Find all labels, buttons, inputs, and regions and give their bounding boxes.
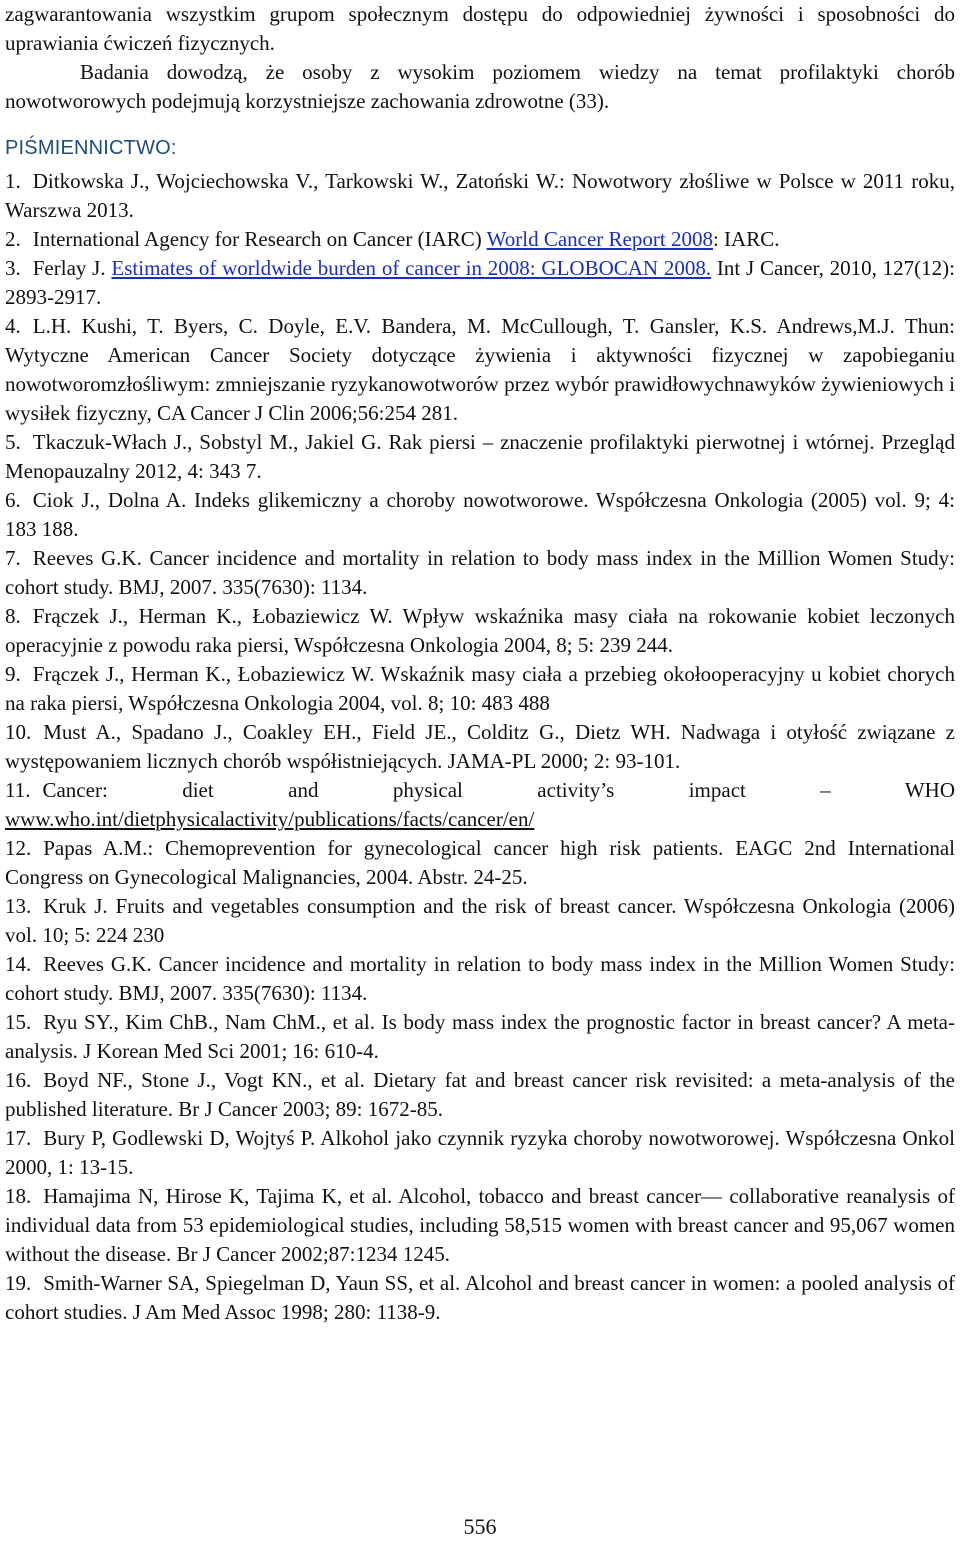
- reference-item-14: 14. Reeves G.K. Cancer incidence and mortality in relation to body mass index in the Million Women Study: cohort study. BMJ, 2007. 335(7630): 1134.: [5, 952, 955, 1005]
- intro-paragraph-2: Badania dowodzą, że osoby z wysokim poziomem wiedzy na temat profilaktyki chorób nowotworowych podejmują korzystniejsze zachowania zdrowotne (33).: [5, 60, 955, 113]
- globocan-link[interactable]: Estimates of worldwide burden of cancer in 2008: GLOBOCAN 2008.: [111, 256, 712, 280]
- reference-item-10: 10. Must A., Spadano J., Coakley EH., Field JE., Colditz G., Dietz WH. Nadwaga i otyłość związane z występowaniem licznych chorób współistniejących. JAMA-PL 2000; 2: 93-101.: [5, 720, 955, 773]
- reference-item-1: 1. Ditkowska J., Wojciechowska V., Tarkowski W., Zatoński W.: Nowotwory złośliwe w Polsce w 2011 roku, Warszwa 2013.: [5, 169, 955, 222]
- reference-item-9: 9. Frączek J., Herman K., Łobaziewicz W. Wskaźnik masy ciała a przebieg okołooperacyjny u kobiet chorych na raka piersi, Współczesna Onkologia 2004, vol. 8; 10: 483 488: [5, 662, 955, 715]
- who-url-link[interactable]: www.who.int/dietphysicalactivity/publications/facts/cancer/en/: [5, 807, 535, 831]
- reference-item-8: 8. Frączek J., Herman K., Łobaziewicz W. Wpływ wskaźnika masy ciała na rokowanie kobiet leczonych operacyjnie z powodu raka piersi, Współczesna Onkologia 2004, 8; 5: 239 244.: [5, 604, 955, 657]
- reference-item-2: 2. International Agency for Research on Cancer (IARC) World Cancer Report 2008: IARC.: [5, 227, 780, 251]
- world-cancer-report-link[interactable]: World Cancer Report 2008: [486, 227, 713, 251]
- reference-item-16: 16. Boyd NF., Stone J., Vogt KN., et al. Dietary fat and breast cancer risk revisited: a meta-analysis of the published literature. Br J Cancer 2003; 89: 1672-85.: [5, 1068, 955, 1121]
- reference-item-3: 3. Ferlay J. Estimates of worldwide burden of cancer in 2008: GLOBOCAN 2008. Int J Cancer, 2010, 127(12): 2893-2917.: [5, 256, 955, 309]
- reference-list: [5, 167, 955, 1327]
- reference-item-7: 7. Reeves G.K. Cancer incidence and mortality in relation to body mass index in the Million Women Study: cohort study. BMJ, 2007. 335(7630): 1134.: [5, 546, 955, 599]
- intro-paragraph-1: zagwarantowania wszystkim grupom społecznym dostępu do odpowiedniej żywności i sposobności do uprawiania ćwiczeń fizycznych.: [5, 2, 955, 55]
- reference-item-12: 12. Papas A.M.: Chemoprevention for gynecological cancer high risk patients. EAGC 2nd International Congress on Gynecological Malignancies, 2004. Abstr. 24-25.: [5, 836, 955, 889]
- document-page: [5, 0, 955, 1327]
- reference-item-18: 18. Hamajima N, Hirose K, Tajima K, et al. Alcohol, tobacco and breast cancer— collaborative reanalysis of individual data from 53 epidemiological studies, including 58,515 women with breast cancer and 95,067 women without the disease. Br J Cancer 2002;87:1234 1245.: [5, 1184, 955, 1266]
- reference-item-13: 13. Kruk J. Fruits and vegetables consumption and the risk of breast cancer. Współczesna Onkologia (2006) vol. 10; 5: 224 230: [5, 894, 955, 947]
- page-number: 556: [463, 1514, 497, 1539]
- reference-item-17: 17. Bury P, Godlewski D, Wojtyś P. Alkohol jako czynnik ryzyka choroby nowotworowej. Współczesna Onkol 2000, 1: 13-15.: [5, 1126, 955, 1179]
- reference-item-6: 6. Ciok J., Dolna A. Indeks glikemiczny a choroby nowotworowe. Współczesna Onkologia (2005) vol. 9; 4: 183 188.: [5, 488, 955, 541]
- reference-item-11: 11. Cancer: diet and physical activity’s impact – WHO www.who.int/dietphysicalactivity/publications/facts/cancer/en/: [5, 778, 955, 831]
- reference-item-15: 15. Ryu SY., Kim ChB., Nam ChM., et al. Is body mass index the prognostic factor in breast cancer? A meta-analysis. J Korean Med Sci 2001; 16: 610-4.: [5, 1010, 955, 1063]
- reference-item-4: 4. L.H. Kushi, T. Byers, C. Doyle, E.V. Bandera, M. McCullough, T. Gansler, K.S. Andrews,M.J. Thun: Wytyczne American Cancer Society dotyczące żywienia i aktywności fizycznej w zapobieganiu nowotworomzłośliwym: zmniejszanie ryzykanowotworów przez wybór prawidłowychnawyków żywieniowych i wysiłek fizyczny, CA Cancer J Clin 2006;56:254 281.: [5, 314, 955, 425]
- reference-item-5: 5. Tkaczuk-Włach J., Sobstyl M., Jakiel G. Rak piersi – znaczenie profilaktyki pierwotnej i wtórnej. Przegląd Menopauzalny 2012, 4: 343 7.: [5, 430, 955, 483]
- references-heading: PIŚMIENNICTWO:: [5, 137, 177, 159]
- reference-item-19: 19. Smith-Warner SA, Spiegelman D, Yaun SS, et al. Alcohol and breast cancer in women: a pooled analysis of cohort studies. J Am Med Assoc 1998; 280: 1138-9.: [5, 1271, 955, 1324]
